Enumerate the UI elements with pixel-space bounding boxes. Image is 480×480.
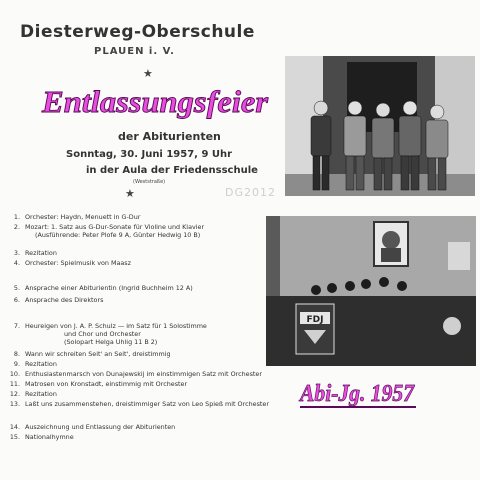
- program-item-text: Rezitation: [25, 360, 57, 368]
- program-item-number: 3.: [13, 249, 20, 257]
- program-item-number: 15.: [9, 433, 20, 441]
- program-item-number: 5.: [13, 284, 20, 292]
- program-item-number: 11.: [9, 380, 20, 388]
- program-item-text: Nationalhymne: [25, 433, 74, 441]
- program-item-number: 10.: [9, 370, 20, 378]
- event-place: in der Aula der Friedensschule: [86, 165, 258, 176]
- program-item-number: 1.: [13, 213, 20, 221]
- town-name: PLAUEN i. V.: [94, 46, 175, 57]
- program-item-number: 2.: [13, 223, 20, 231]
- program-item-text: Rezitation: [25, 390, 57, 398]
- class-year-stamp-graphic: [298, 374, 438, 414]
- program-item-text: Laßt uns zusammenstehen, dreistimmiger Satz von Leo Spieß mit Orchester: [25, 400, 269, 408]
- fdj-banner-text: FDJ: [306, 315, 324, 325]
- program-item-number: 12.: [9, 390, 20, 398]
- program-item-text: Wann wir schreiten Seit' an Seit', dreistimmig: [25, 350, 171, 358]
- ceremony-photo-graphic: [266, 216, 476, 366]
- watermark: DG2012: [225, 186, 276, 199]
- program-item-text: (Ausführende: Peter Plofe 9 A, Günter Hedwig 10 B): [35, 231, 201, 239]
- star-icon: ★: [125, 187, 135, 200]
- star-icon: ★: [143, 67, 153, 80]
- program-item-text: Rezitation: [25, 249, 57, 257]
- program-item-text: Ansprache einer Abiturientin (Ingrid Buchheim 12 A): [25, 284, 193, 292]
- program-item-text: Enthusiastenmarsch von Dunajewskij im einstimmigen Satz mit Orchester: [25, 370, 262, 378]
- ceremony-photo: [266, 216, 476, 366]
- program-item-text: Heureigen von J. A. P. Schulz — im Satz für 1 Solostimme: [25, 322, 207, 330]
- program-item-text: und Chor und Orchester: [64, 330, 141, 338]
- graduates-photo: [285, 56, 475, 196]
- program-item-number: 13.: [9, 400, 20, 408]
- graduates-photo-graphic: [285, 56, 475, 196]
- class-year-stamp: [298, 374, 438, 414]
- program-item-number: 7.: [13, 322, 20, 330]
- event-title: [40, 84, 272, 118]
- program-item-text: Ansprache des Direktors: [25, 296, 104, 304]
- program-item-text: (Solopart Helga Uhlig 11 B 2): [64, 338, 158, 346]
- event-subtitle: der Abiturienten: [118, 130, 221, 143]
- program-item-text: Orchester: Haydn, Menuett in G-Dur: [25, 213, 141, 221]
- program-item-text: Auszeichnung und Entlassung der Abiturienten: [25, 423, 176, 431]
- event-title-graphic: [40, 84, 272, 118]
- program-item-number: 9.: [13, 360, 20, 368]
- school-name: Diesterweg-Oberschule: [20, 22, 255, 42]
- program-item-text: Orchester: Spielmusik von Maasz: [25, 259, 131, 267]
- program-item-number: 14.: [9, 423, 20, 431]
- program-item-text: Matrosen von Kronstadt, einstimmig mit Orchester: [25, 380, 188, 388]
- event-title-text: Entlassungsfeier: [40, 84, 269, 119]
- program-item-number: 6.: [13, 296, 20, 304]
- program-item-number: 8.: [13, 350, 20, 358]
- program-item-number: 4.: [13, 259, 20, 267]
- class-year-stamp-text: Abi-Jg. 1957: [298, 381, 415, 407]
- program-item-text: Mozart: 1. Satz aus G-Dur-Sonate für Violine und Klavier: [25, 223, 205, 231]
- event-place-note: (Weststraße): [133, 179, 166, 185]
- event-date: Sonntag, 30. Juni 1957, 9 Uhr: [66, 149, 233, 160]
